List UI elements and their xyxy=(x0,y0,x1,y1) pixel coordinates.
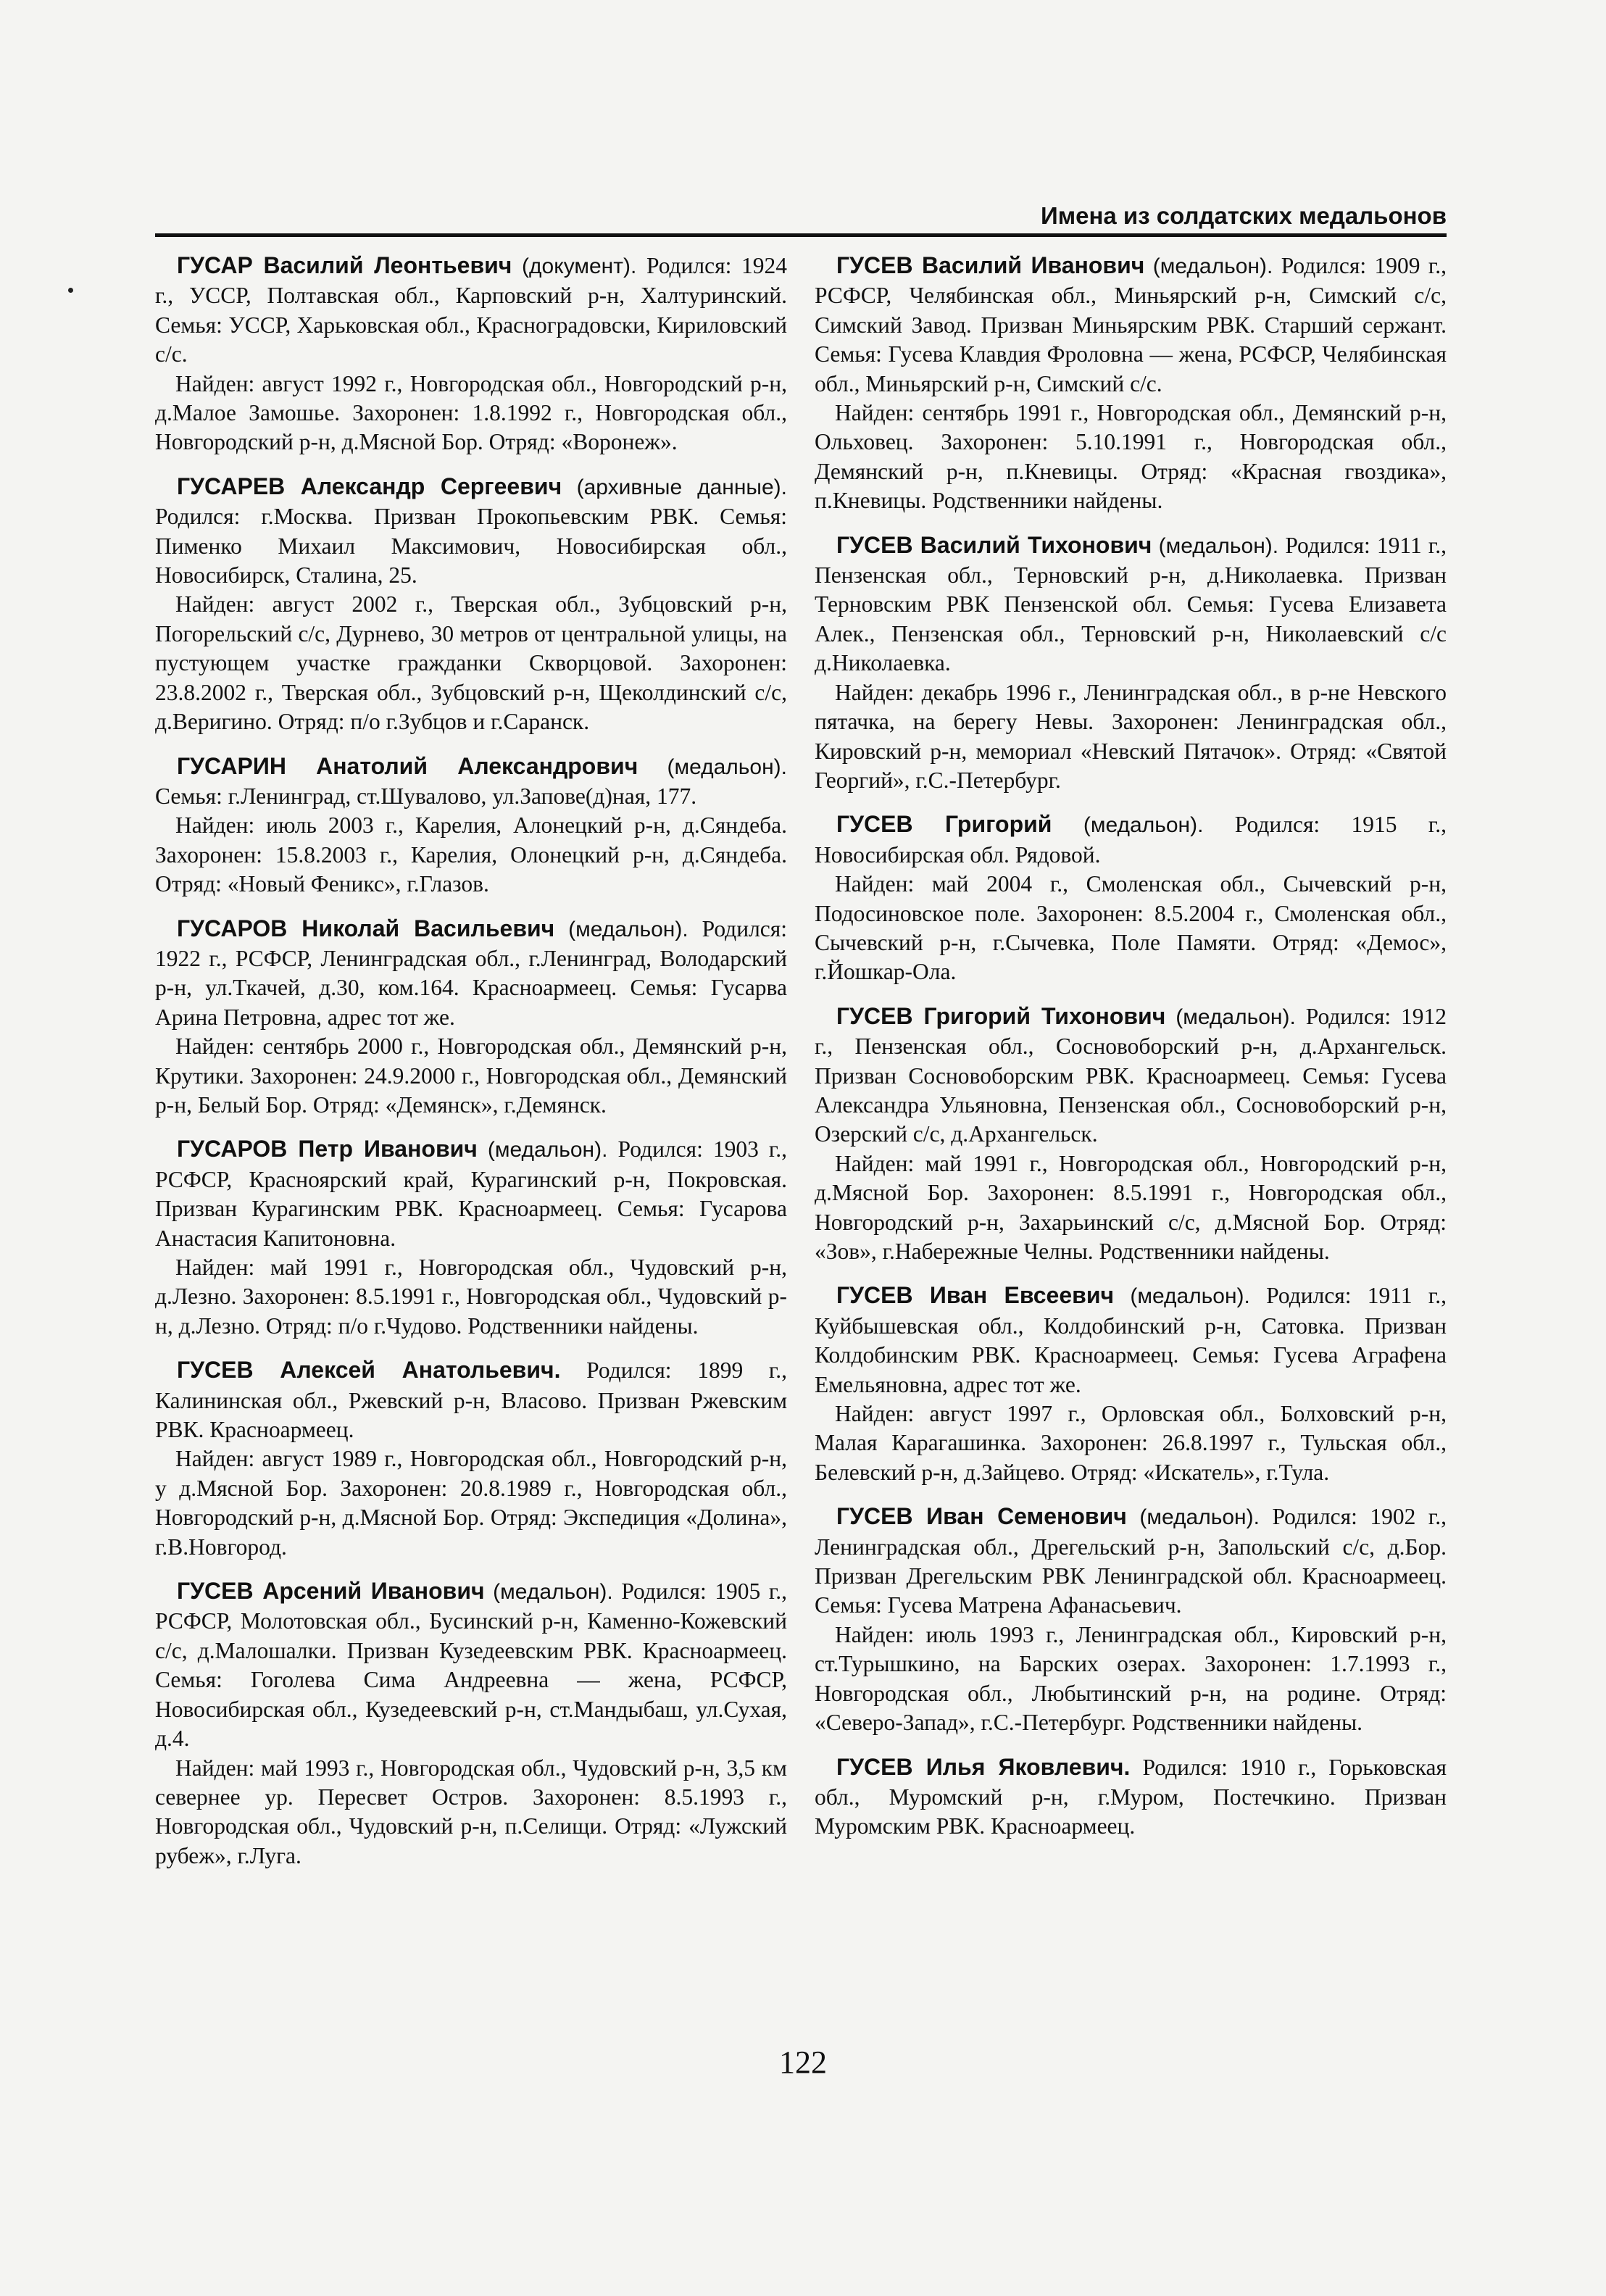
entry-source-note: (медальон). xyxy=(1130,1284,1250,1309)
entry-name: ГУСАРИН Анатолий Александрович xyxy=(177,752,638,779)
entry xyxy=(155,1355,787,1562)
entry-name: ГУСЕВ Василий Иванович xyxy=(836,252,1145,278)
entry-name: ГУСЕВ Алексей Анатольевич. xyxy=(177,1357,561,1384)
entry xyxy=(155,472,787,737)
entry-name: ГУСЕВ Иван Евсеевич xyxy=(836,1282,1115,1309)
entry-bio: Семья: г.Ленинград, ст.Шувалово, ул.Запове(д)ная, 177. xyxy=(155,783,697,809)
entry-name: ГУСЕВ Григорий xyxy=(836,811,1052,838)
entry-name: ГУСАР Василий Леонтьевич xyxy=(177,252,512,278)
entry-bio-paragraph xyxy=(155,914,787,1033)
entry-name: ГУСАРОВ Петр Иванович xyxy=(177,1136,478,1162)
entry-name: ГУСЕВ Иван Семенович xyxy=(836,1503,1127,1530)
entry-found: Найден: сентябрь 1991 г., Новгородская обл., Демянский р-н, Ольховец. Захоронен: 5.10.1991 г., Новгородская обл., Демянский р-н, п.Кневицы. Отряд: «Красная гвоздика», п.Кневицы. Родственники найдены. xyxy=(815,400,1447,514)
entry-bio-paragraph xyxy=(155,1355,787,1444)
entry-found: Найден: июль 2003 г., Карелия, Алонецкий р-н, д.Сяндеба. Захоронен: 15.8.2003 г., Карелия, Олонецкий р-н, д.Сяндеба. Отряд: «Новый Феникс», г.Глазов. xyxy=(155,812,787,897)
entry xyxy=(155,251,787,457)
entry xyxy=(815,1752,1447,1842)
entry-source-note: (медальон). xyxy=(1158,533,1279,558)
entry-found: Найден: июль 1993 г., Ленинградская обл., Кировский р-н, ст.Турышкино, на Барских озерах. Захоронен: 1.7.1993 г., Новгородская обл., Любытинский р-н, на родине. Отряд: «Северо-Запад», г.С.-Петербург. Родственники найдены. xyxy=(815,1621,1447,1736)
entry-found: Найден: декабрь 1996 г., Ленинградская обл., в р-не Невского пятачка, на берегу Невы. Захоронен: Ленинградская обл., Кировский р-н, мемориал «Невский Пятачок». Отряд: «Святой Георгий», г.С.-Петербург. xyxy=(815,679,1447,793)
entry-bio-paragraph xyxy=(815,531,1447,678)
entry-source-note: (медальон). xyxy=(1152,254,1273,278)
entry-found: Найден: август 2002 г., Тверская обл., Зубцовский р-н, Погорельский с/с, Дурнево, 30 метров от центральной улицы, на пустующем участке гражданки Скворцовой. Захоронен: 23.8.2002 г., Тверская обл., Зубцовский р-н, Щеколдинский с/с, д.Веригино. Отряд: п/о г.Зубцов и г.Саранск. xyxy=(155,591,787,735)
entry-bio-paragraph xyxy=(815,1752,1447,1842)
entry-source-note: (медальон). xyxy=(1083,813,1204,838)
entry-found: Найден: август 1989 г., Новгородская обл., Новгородский р-н, у д.Мясной Бор. Захоронен: 20.8.1989 г., Новгородская обл., Новгородский р-н, д.Мясной Бор. Отряд: Экспедиция «Долина», г.В.Новгород. xyxy=(155,1446,787,1560)
entry-bio: Родился: 1903 г., РСФСР, Красноярский край, Курагинский р-н, Покровская. Призван Курагинским РВК. Красноармеец. Семья: Гусарова Анастасия Капитоновна. xyxy=(155,1136,788,1251)
entry-bio: Родился: 1899 г., Калининская обл., Ржевский р-н, Власово. Призван Ржевским РВК. Красноармеец. xyxy=(155,1357,788,1443)
entry-bio-paragraph xyxy=(815,1281,1447,1399)
entry-source-note: (медальон). xyxy=(568,917,688,941)
entry-bio-paragraph xyxy=(155,752,787,812)
entry-bio: Родился: 1924 г., УССР, Полтавская обл., Карповский р-н, Халтуринский. Семья: УССР, Харьковская обл., Красноградовски, Кириловский с/с. xyxy=(155,253,788,367)
entry-bio: Родился: г.Москва. Призван Прокопьевским РВК. Семья: Пименко Михаил Максимович, Новосибирская обл., Новосибирск, Сталина, 25. xyxy=(155,504,787,588)
entry-source-note: (архивные данные). xyxy=(576,475,787,499)
entry-bio: Родился: 1911 г., Пензенская обл., Терновский р-н, д.Николаевка. Призван Терновским РВК Пензенской обл. Семья: Гусева Елизавета Алек., Пензенская обл., Терновский р-н, Николаевский с/с д.Николаевка. xyxy=(815,532,1447,676)
entry-found: Найден: май 2004 г., Смоленская обл., Сычевский р-н, Подосиновское поле. Захоронен: 8.5.2004 г., Смоленская обл., Сычевский р-н, г.Сычевка, Поле Памяти. Отряд: «Демос», г.Йошкар-Ола. xyxy=(815,871,1447,985)
entry-source-note: (медальон). xyxy=(1139,1505,1260,1530)
entry-source-note: (медальон). xyxy=(1176,1004,1296,1029)
entry-bio: Родился: 1912 г., Пензенская обл., Сосновоборский р-н, д.Архангельск. Призван Сосновоборским РВК. Красноармеец. Семья: Гусева Александра Ульяновна, Пензенская обл., Сосновоборский р-н, Озерский с/с, д.Архангельск. xyxy=(815,1003,1447,1147)
entry-source-note: (медальон). xyxy=(493,1580,613,1605)
entry-bio: Родился: 1902 г., Ленинградская обл., Дрегельский р-н, Запольский с/с, д.Бор. Призван Дрегельским РВК Ленинградской обл. Красноармеец. Семья: Гусева Матрена Афанасьевич. xyxy=(815,1504,1447,1618)
entry xyxy=(815,251,1447,516)
entry-bio: Родился: 1909 г., РСФСР, Челябинская обл., Миньярский р-н, Симский с/с, Симский Завод. Призван Миньярским РВК. Старший сержант. Семья: Гусева Клавдия Фроловна — жена, РСФСР, Челябинская обл., Миньярский р-н, Симский с/с. xyxy=(815,253,1447,396)
right-column xyxy=(815,251,1447,1856)
entry xyxy=(155,914,787,1120)
entry xyxy=(815,810,1447,986)
left-column xyxy=(155,251,787,1885)
entry-found: Найден: май 1991 г., Новгородская обл., Чудовский р-н, д.Лезно. Захоронен: 8.5.1991 г., Новгородская обл., Чудовский р-н, д.Лезно. Отряд: п/о г.Чудово. Родственники найдены. xyxy=(155,1255,787,1339)
entry xyxy=(155,1576,787,1871)
entry xyxy=(155,752,787,899)
entry-name: ГУСЕВ Арсений Иванович xyxy=(177,1578,485,1605)
entry-name: ГУСАРОВ Николай Васильевич xyxy=(177,915,555,941)
entry-bio: Родился: 1922 г., РСФСР, Ленинградская обл., г.Ленинград, Володарский р-н, ул.Ткачей, д.30, ком.164. Красноармеец. Семья: Гусарва Арина Петровна, адрес тот же. xyxy=(155,915,788,1030)
entry-bio-paragraph xyxy=(815,251,1447,399)
entry-name: ГУСАРЕВ Александр Сергеевич xyxy=(177,473,562,499)
entry-bio-paragraph xyxy=(155,472,787,591)
entry xyxy=(815,1002,1447,1267)
entry-source-note: (медальон). xyxy=(667,754,788,779)
entry-bio: Родился: 1915 г., Новосибирская обл. Рядовой. xyxy=(815,812,1447,868)
entry-bio-paragraph xyxy=(155,1134,787,1253)
entry-found: Найден: август 1997 г., Орловская обл., Болховский р-н, Малая Карагашинка. Захоронен: 26.8.1997 г., Тульская обл., Белевский р-н, д.Зайцево. Отряд: «Искатель», г.Тула. xyxy=(815,1401,1447,1485)
entry-bio: Родился: 1910 г., Горьковская обл., Муромский р-н, г.Муром, Постечкино. Призван Муромским РВК. Красноармеец. xyxy=(815,1754,1447,1839)
entry xyxy=(815,1502,1447,1737)
entry xyxy=(815,1281,1447,1487)
entry xyxy=(815,531,1447,796)
entry-source-note: (документ). xyxy=(522,254,637,278)
page-number: 122 xyxy=(779,2045,827,2080)
entry-name: ГУСЕВ Илья Яковлевич. xyxy=(836,1753,1131,1780)
entry-found: Найден: сентябрь 2000 г., Новгородская обл., Демянский р-н, Крутики. Захоронен: 24.9.2000 г., Новгородская обл., Демянский р-н, Белый Бор. Отряд: «Демянск», г.Демянск. xyxy=(155,1033,787,1118)
scan-speck xyxy=(68,288,73,293)
entry-bio-paragraph xyxy=(155,1576,787,1753)
entry-found: Найден: май 1993 г., Новгородская обл., Чудовский р-н, 3,5 км севернее ур. Пересвет Остров. Захоронен: 8.5.1993 г., Новгородская обл., Чудовский р-н, п.Селищи. Отряд: «Лужский рубеж», г.Луга. xyxy=(155,1755,787,1868)
entry-bio-paragraph xyxy=(815,1502,1447,1621)
entry-bio-paragraph xyxy=(815,810,1447,870)
entry-source-note: (медальон). xyxy=(487,1138,608,1162)
entry-bio-paragraph xyxy=(155,251,787,370)
entry-name: ГУСЕВ Григорий Тихонович xyxy=(836,1002,1166,1029)
entry-bio-paragraph xyxy=(815,1002,1447,1149)
entry-bio: Родился: 1905 г., РСФСР, Молотовская обл., Бусинский р-н, Каменно-Кожевский с/с, д.Малошалки. Призван Кузедеевским РВК. Красноармеец. Семья: Гоголева Сима Андреевна — жена, РСФСР, Новосибирская обл., Кузедеевский р-н, ст.Мандыбаш, ул.Сухая, д.4. xyxy=(155,1578,788,1752)
entry-found: Найден: август 1992 г., Новгородская обл., Новгородский р-н, д.Малое Замошье. Захоронен: 1.8.1992 г., Новгородская обл., Новгородский р-н, д.Мясной Бор. Отряд: «Воронеж». xyxy=(155,370,787,455)
running-header: Имена из солдатских медальонов xyxy=(155,203,1447,237)
entry-found: Найден: май 1991 г., Новгородская обл., Новгородский р-н, д.Мясной Бор. Захоронен: 8.5.1991 г., Новгородская обл., Новгородский р-н, Захарьинский с/с, д.Мясной Бор. Отряд: «Зов», г.Набережные Челны. Родственники найдены. xyxy=(815,1150,1447,1264)
entry xyxy=(155,1134,787,1341)
entry-name: ГУСЕВ Василий Тихонович xyxy=(836,531,1152,558)
entry-bio: Родился: 1911 г., Куйбышевская обл., Колдобинский р-н, Сатовка. Призван Колдобинским РВК. Красноармеец. Семья: Гусева Аграфена Емельяновна, адрес тот же. xyxy=(815,1283,1447,1397)
